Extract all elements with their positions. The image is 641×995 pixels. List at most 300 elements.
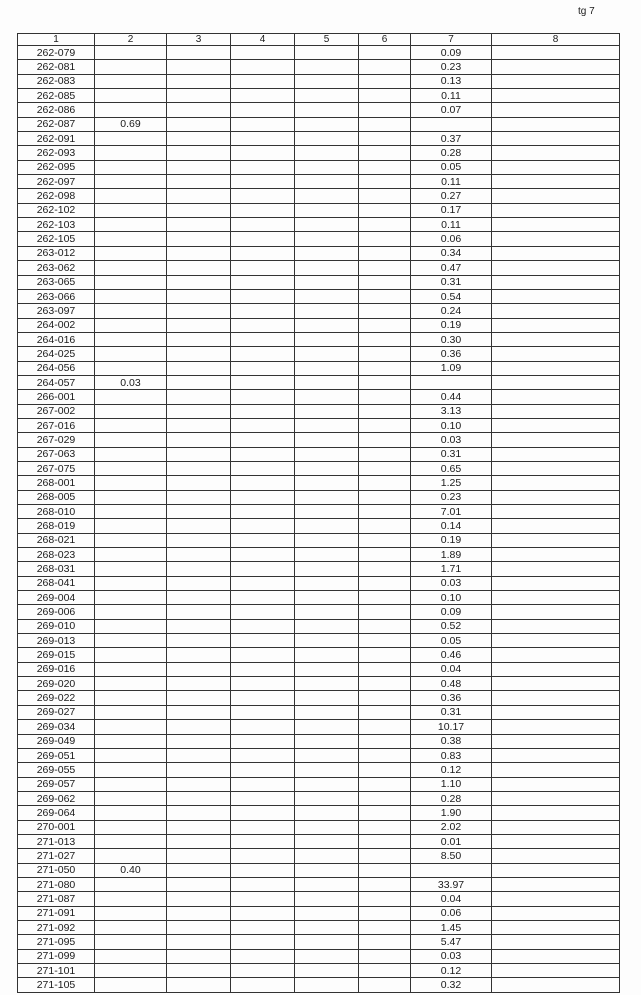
table-cell-col8 [492, 519, 620, 533]
table-cell-col3 [167, 289, 231, 303]
table-cell-col7: 1.45 [411, 920, 492, 934]
table-row [18, 619, 620, 633]
table-cell-col8 [492, 734, 620, 748]
table-cell-col6 [359, 433, 411, 447]
table-row [18, 705, 620, 719]
table-cell-col3 [167, 146, 231, 160]
header-row [18, 34, 620, 46]
table-cell-col1: 268-005 [18, 490, 95, 504]
table-cell-col8 [492, 576, 620, 590]
table-row [18, 591, 620, 605]
table-cell-col3 [167, 318, 231, 332]
table-row [18, 906, 620, 920]
table-cell-col2 [95, 662, 167, 676]
table-cell-col5 [295, 447, 359, 461]
table-cell-col1: 269-064 [18, 806, 95, 820]
table-cell-col8 [492, 691, 620, 705]
table-row [18, 777, 620, 791]
table-cell-col4 [231, 576, 295, 590]
table-cell-col2 [95, 505, 167, 519]
table-cell-col2 [95, 218, 167, 232]
table-cell-col8 [492, 920, 620, 934]
table-cell-col3 [167, 160, 231, 174]
table-cell-col6 [359, 490, 411, 504]
table-cell-col7: 0.11 [411, 89, 492, 103]
table-cell-col4 [231, 849, 295, 863]
table-cell-col7: 0.14 [411, 519, 492, 533]
table-cell-col4 [231, 605, 295, 619]
table-cell-col8 [492, 605, 620, 619]
table-cell-col1: 269-062 [18, 791, 95, 805]
table-cell-col4 [231, 332, 295, 346]
table-cell-col3 [167, 505, 231, 519]
table-cell-col1: 269-004 [18, 591, 95, 605]
table-cell-col1: 271-095 [18, 935, 95, 949]
table-cell-col3 [167, 404, 231, 418]
table-row [18, 461, 620, 475]
table-cell-col8 [492, 720, 620, 734]
table-row [18, 275, 620, 289]
table-cell-col6 [359, 519, 411, 533]
table-cell-col2 [95, 748, 167, 762]
table-cell-col5 [295, 117, 359, 131]
table-cell-col4 [231, 662, 295, 676]
table-cell-col4 [231, 404, 295, 418]
table-cell-col3 [167, 103, 231, 117]
table-row [18, 964, 620, 978]
table-cell-col6 [359, 404, 411, 418]
table-cell-col4 [231, 304, 295, 318]
table-cell-col5 [295, 60, 359, 74]
column-header-1: 1 [18, 34, 95, 46]
table-cell-col5 [295, 246, 359, 260]
table-cell-col5 [295, 146, 359, 160]
table-cell-col7: 0.12 [411, 964, 492, 978]
table-cell-col2 [95, 935, 167, 949]
table-cell-col4 [231, 791, 295, 805]
table-cell-col5 [295, 418, 359, 432]
table-cell-col5 [295, 433, 359, 447]
table-row [18, 677, 620, 691]
table-cell-col4 [231, 720, 295, 734]
table-cell-col7: 0.03 [411, 949, 492, 963]
table-cell-col7: 0.31 [411, 275, 492, 289]
table-cell-col6 [359, 605, 411, 619]
table-row [18, 720, 620, 734]
table-cell-col4 [231, 634, 295, 648]
table-cell-col4 [231, 490, 295, 504]
table-cell-col4 [231, 433, 295, 447]
table-cell-col5 [295, 791, 359, 805]
table-cell-col7: 33.97 [411, 877, 492, 891]
table-cell-col3 [167, 777, 231, 791]
table-cell-col5 [295, 261, 359, 275]
table-cell-col5 [295, 691, 359, 705]
table-cell-col2 [95, 304, 167, 318]
table-cell-col7: 0.31 [411, 447, 492, 461]
table-cell-col6 [359, 820, 411, 834]
table-cell-col7: 0.05 [411, 634, 492, 648]
table-cell-col5 [295, 935, 359, 949]
table-cell-col2 [95, 591, 167, 605]
table-cell-col2 [95, 562, 167, 576]
table-cell-col3 [167, 920, 231, 934]
table-cell-col4 [231, 318, 295, 332]
table-cell-col7: 0.01 [411, 834, 492, 848]
table-row [18, 476, 620, 490]
table-cell-col7: 0.48 [411, 677, 492, 691]
table-row [18, 892, 620, 906]
table-cell-col7: 0.19 [411, 533, 492, 547]
table-cell-col1: 263-012 [18, 246, 95, 260]
table-cell-col4 [231, 347, 295, 361]
table-cell-col6 [359, 146, 411, 160]
table-cell-col5 [295, 490, 359, 504]
table-cell-col3 [167, 605, 231, 619]
table-cell-col1: 264-016 [18, 332, 95, 346]
table-cell-col4 [231, 476, 295, 490]
table-cell-col3 [167, 261, 231, 275]
table-cell-col5 [295, 619, 359, 633]
table-cell-col7 [411, 863, 492, 877]
table-cell-col7: 0.28 [411, 791, 492, 805]
table-cell-col8 [492, 275, 620, 289]
table-cell-col5 [295, 519, 359, 533]
table-cell-col2 [95, 849, 167, 863]
table-cell-col3 [167, 935, 231, 949]
table-row [18, 318, 620, 332]
table-cell-col1: 267-002 [18, 404, 95, 418]
table-cell-col3 [167, 677, 231, 691]
table-cell-col8 [492, 289, 620, 303]
table-cell-col6 [359, 175, 411, 189]
table-cell-col1: 269-057 [18, 777, 95, 791]
table-row [18, 849, 620, 863]
table-cell-col1: 267-063 [18, 447, 95, 461]
table-cell-col8 [492, 175, 620, 189]
table-row [18, 375, 620, 389]
table-cell-col3 [167, 662, 231, 676]
table-cell-col3 [167, 232, 231, 246]
table-cell-col7: 0.23 [411, 490, 492, 504]
table-cell-col6 [359, 160, 411, 174]
table-cell-col3 [167, 519, 231, 533]
table-cell-col5 [295, 505, 359, 519]
table-cell-col3 [167, 949, 231, 963]
table-cell-col2 [95, 103, 167, 117]
table-cell-col2 [95, 203, 167, 217]
table-cell-col7: 0.13 [411, 74, 492, 88]
table-cell-col2 [95, 60, 167, 74]
table-cell-col2 [95, 404, 167, 418]
table-cell-col5 [295, 662, 359, 676]
table-cell-col1: 269-022 [18, 691, 95, 705]
table-cell-col7: 0.06 [411, 232, 492, 246]
table-cell-col4 [231, 533, 295, 547]
table-cell-col3 [167, 375, 231, 389]
column-header-2: 2 [95, 34, 167, 46]
table-cell-col6 [359, 806, 411, 820]
table-cell-col4 [231, 677, 295, 691]
table-cell-col5 [295, 734, 359, 748]
table-cell-col1: 270-001 [18, 820, 95, 834]
table-cell-col3 [167, 117, 231, 131]
table-cell-col2 [95, 447, 167, 461]
table-cell-col2 [95, 332, 167, 346]
table-cell-col3 [167, 189, 231, 203]
table-cell-col7: 0.31 [411, 705, 492, 719]
table-cell-col2 [95, 720, 167, 734]
table-row [18, 404, 620, 418]
table-cell-col6 [359, 591, 411, 605]
table-row [18, 304, 620, 318]
table-row [18, 203, 620, 217]
table-row [18, 791, 620, 805]
table-cell-col8 [492, 404, 620, 418]
table-cell-col6 [359, 662, 411, 676]
table-cell-col8 [492, 533, 620, 547]
table-cell-col7: 5.47 [411, 935, 492, 949]
table-cell-col2 [95, 490, 167, 504]
table-cell-col1: 269-034 [18, 720, 95, 734]
table-cell-col6 [359, 548, 411, 562]
table-cell-col1: 269-006 [18, 605, 95, 619]
table-cell-col5 [295, 677, 359, 691]
table-cell-col6 [359, 677, 411, 691]
table-cell-col1: 269-027 [18, 705, 95, 719]
table-cell-col6 [359, 189, 411, 203]
table-cell-col6 [359, 533, 411, 547]
table-cell-col5 [295, 404, 359, 418]
table-cell-col2 [95, 920, 167, 934]
table-cell-col8 [492, 634, 620, 648]
table-cell-col4 [231, 390, 295, 404]
table-cell-col8 [492, 964, 620, 978]
table-cell-col6 [359, 834, 411, 848]
table-cell-col6 [359, 906, 411, 920]
table-cell-col7: 0.11 [411, 175, 492, 189]
table-cell-col6 [359, 562, 411, 576]
table-row [18, 89, 620, 103]
table-cell-col5 [295, 705, 359, 719]
table-cell-col7: 0.24 [411, 304, 492, 318]
table-cell-col4 [231, 820, 295, 834]
table-row [18, 175, 620, 189]
table-cell-col1: 262-102 [18, 203, 95, 217]
table-cell-col2 [95, 691, 167, 705]
table-cell-col2 [95, 820, 167, 834]
table-cell-col7: 0.32 [411, 978, 492, 992]
table-cell-col7: 1.09 [411, 361, 492, 375]
table-cell-col5 [295, 375, 359, 389]
table-cell-col7: 0.65 [411, 461, 492, 475]
table-cell-col3 [167, 892, 231, 906]
table-cell-col5 [295, 634, 359, 648]
table-cell-col7: 0.44 [411, 390, 492, 404]
table-cell-col7: 10.17 [411, 720, 492, 734]
table-cell-col4 [231, 89, 295, 103]
table-cell-col7: 0.83 [411, 748, 492, 762]
table-row [18, 160, 620, 174]
table-cell-col7: 0.06 [411, 906, 492, 920]
table-cell-col8 [492, 461, 620, 475]
table-cell-col6 [359, 117, 411, 131]
table-cell-col6 [359, 920, 411, 934]
table-cell-col4 [231, 361, 295, 375]
table-cell-col6 [359, 734, 411, 748]
column-header-8: 8 [492, 34, 620, 46]
table-cell-col1: 264-057 [18, 375, 95, 389]
table-cell-col5 [295, 591, 359, 605]
table-cell-col1: 271-080 [18, 877, 95, 891]
column-header-5: 5 [295, 34, 359, 46]
table-cell-col3 [167, 863, 231, 877]
table-cell-col1: 262-085 [18, 89, 95, 103]
table-cell-col3 [167, 734, 231, 748]
table-cell-col8 [492, 433, 620, 447]
table-cell-col6 [359, 748, 411, 762]
table-cell-col8 [492, 906, 620, 920]
table-row [18, 146, 620, 160]
table-cell-col7: 0.09 [411, 605, 492, 619]
table-row [18, 418, 620, 432]
table-cell-col2 [95, 74, 167, 88]
table-cell-col4 [231, 418, 295, 432]
table-cell-col3 [167, 347, 231, 361]
table-cell-col7: 0.09 [411, 46, 492, 60]
table-cell-col4 [231, 519, 295, 533]
table-cell-col8 [492, 648, 620, 662]
table-cell-col3 [167, 576, 231, 590]
table-cell-col4 [231, 46, 295, 60]
table-cell-col8 [492, 877, 620, 891]
table-cell-col1: 271-105 [18, 978, 95, 992]
table-cell-col5 [295, 361, 359, 375]
table-cell-col1: 268-041 [18, 576, 95, 590]
table-row [18, 662, 620, 676]
table-cell-col7: 0.03 [411, 576, 492, 590]
table-cell-col2 [95, 46, 167, 60]
table-cell-col8 [492, 132, 620, 146]
table-cell-col4 [231, 548, 295, 562]
table-cell-col4 [231, 863, 295, 877]
table-row [18, 691, 620, 705]
table-cell-col5 [295, 720, 359, 734]
table-cell-col1: 269-051 [18, 748, 95, 762]
table-cell-col3 [167, 906, 231, 920]
table-cell-col2 [95, 648, 167, 662]
table-cell-col7: 0.47 [411, 261, 492, 275]
table-cell-col1: 269-055 [18, 763, 95, 777]
table-cell-col1: 268-023 [18, 548, 95, 562]
table-cell-col7 [411, 117, 492, 131]
table-cell-col6 [359, 60, 411, 74]
table-cell-col7: 1.25 [411, 476, 492, 490]
table-cell-col2 [95, 146, 167, 160]
table-cell-col1: 262-086 [18, 103, 95, 117]
table-cell-col3 [167, 705, 231, 719]
table-cell-col7: 0.03 [411, 433, 492, 447]
table-cell-col4 [231, 203, 295, 217]
table-cell-col6 [359, 777, 411, 791]
table-cell-col8 [492, 619, 620, 633]
table-cell-col6 [359, 877, 411, 891]
table-cell-col1: 262-091 [18, 132, 95, 146]
table-cell-col7: 0.52 [411, 619, 492, 633]
table-cell-col3 [167, 461, 231, 475]
table-cell-col1: 268-010 [18, 505, 95, 519]
table-cell-col4 [231, 763, 295, 777]
table-row [18, 533, 620, 547]
table-cell-col1: 262-081 [18, 60, 95, 74]
table-cell-col7: 0.10 [411, 591, 492, 605]
table-cell-col8 [492, 375, 620, 389]
table-cell-col4 [231, 375, 295, 389]
table-cell-col2 [95, 189, 167, 203]
table-cell-col1: 267-029 [18, 433, 95, 447]
table-cell-col4 [231, 289, 295, 303]
table-cell-col4 [231, 505, 295, 519]
table-cell-col5 [295, 849, 359, 863]
table-cell-col5 [295, 920, 359, 934]
table-cell-col5 [295, 332, 359, 346]
table-cell-col5 [295, 46, 359, 60]
table-cell-col4 [231, 892, 295, 906]
table-cell-col3 [167, 978, 231, 992]
table-cell-col7: 1.89 [411, 548, 492, 562]
table-cell-col7: 0.46 [411, 648, 492, 662]
table-cell-col4 [231, 175, 295, 189]
table-row [18, 748, 620, 762]
table-cell-col8 [492, 160, 620, 174]
table-cell-col6 [359, 103, 411, 117]
table-cell-col2 [95, 576, 167, 590]
table-cell-col7: 0.12 [411, 763, 492, 777]
table-cell-col5 [295, 964, 359, 978]
table-cell-col8 [492, 978, 620, 992]
table-row [18, 361, 620, 375]
table-cell-col2 [95, 734, 167, 748]
table-cell-col1: 262-095 [18, 160, 95, 174]
table-cell-col4 [231, 964, 295, 978]
table-row [18, 117, 620, 131]
table-cell-col6 [359, 304, 411, 318]
table-cell-col7: 0.11 [411, 218, 492, 232]
table-cell-col2 [95, 705, 167, 719]
table-cell-col8 [492, 203, 620, 217]
table-cell-col6 [359, 634, 411, 648]
table-cell-col1: 263-062 [18, 261, 95, 275]
table-cell-col5 [295, 232, 359, 246]
table-cell-col3 [167, 834, 231, 848]
table-cell-col8 [492, 591, 620, 605]
table-row [18, 189, 620, 203]
table-cell-col1: 262-083 [18, 74, 95, 88]
table-cell-col8 [492, 791, 620, 805]
table-cell-col1: 262-098 [18, 189, 95, 203]
table-cell-col8 [492, 892, 620, 906]
table-cell-col2 [95, 361, 167, 375]
table-cell-col1: 263-065 [18, 275, 95, 289]
table-cell-col4 [231, 60, 295, 74]
table-cell-col7: 0.07 [411, 103, 492, 117]
table-cell-col5 [295, 132, 359, 146]
table-cell-col8 [492, 447, 620, 461]
table-cell-col5 [295, 892, 359, 906]
table-cell-col8 [492, 232, 620, 246]
table-cell-col8 [492, 548, 620, 562]
table-cell-col7: 1.10 [411, 777, 492, 791]
